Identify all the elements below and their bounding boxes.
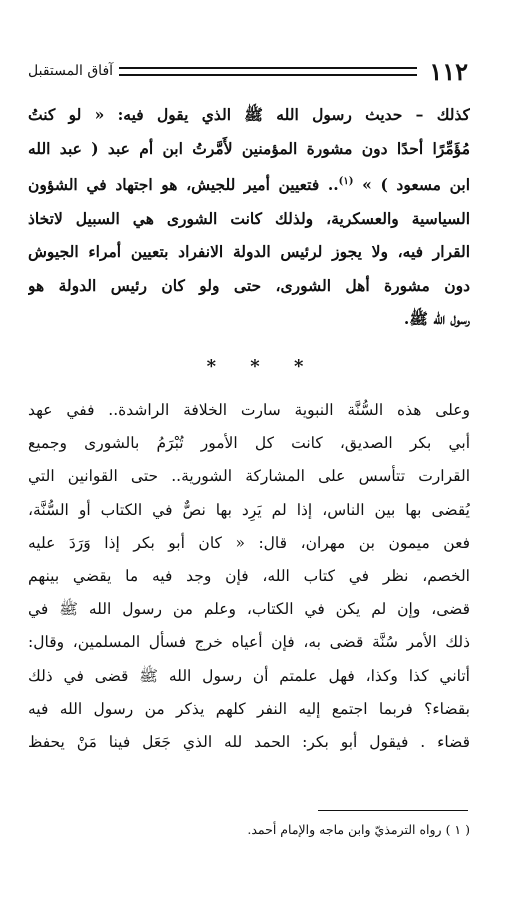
footnote: ( ١ ) رواه الترمذيّ وابن ماجه والإمام أحمد. — [247, 822, 470, 837]
text-line: يُقضى بها بين الناس، إذا لم يَرِد بها نصٌّ في الكتاب أو السُّنَّة، — [28, 500, 470, 519]
text-line: وعلى هذه السُّنَّة النبوية سارت الخلافة الراشدة.. ففي عهد — [28, 401, 470, 419]
text-segment: ابن مسعود ) » — [362, 175, 470, 195]
text-line: قضاء . فيقول أبو بكر: الحمد لله الذي جَعَل فينا مَنْ يحفظ — [28, 733, 470, 752]
page-number: ١١٢ — [429, 56, 468, 86]
text-line: القرارت تتأسس على المشاركة الشورية.. حتى القوانين التي — [28, 467, 470, 486]
text-line: ذلك الأمر سُنَّة قضى به، فإن أعياه خرج فسأل المسلمين، وقال: — [28, 633, 470, 652]
footnote-reference: (١) — [338, 176, 354, 187]
text-line: الخصم، نظر في كتاب الله، فإن وجد فيه ما يقضي بينهم — [28, 567, 470, 586]
bold-paragraph — [28, 98, 470, 336]
text-line-with-footnote — [28, 165, 470, 202]
section-separator: * * * — [206, 356, 318, 377]
text-line: كذلك – حديث رسول الله ﷺ الذي يقول فيه: « لو كنتُ — [28, 105, 470, 124]
header-rule — [119, 67, 417, 76]
running-title: آفاق المستقبل — [28, 63, 114, 79]
text-line: دون مشورة أهل الشورى، حتى ولو كان رئيس الدولة هو — [28, 275, 470, 295]
text-line: مُؤَمِّرًا أحدًا دون مشورة المؤمنين لأَمَّرتُ ابن أم عبد ( عبد الله — [28, 138, 470, 158]
text-line: فعن ميمون بن مهران، قال: « كان أبو بكر إذا وَرَدَ عليه — [28, 533, 470, 552]
footnote-rule — [318, 810, 468, 811]
text-line: أتاني كذا وكذا، فهل علمتم أن رسول الله ﷺ قضى في ذلك — [28, 666, 470, 685]
text-line: رسول الله ﷺ. — [403, 309, 470, 329]
text-line: القرار فيه، ولا يجوز لرئيس الدولة الانفراد بتعيين أمراء الجيوش — [28, 242, 470, 262]
text-line: قضى، وإن لم يكن في الكتاب، وعلم من رسول الله ﷺ في — [28, 600, 470, 619]
regular-paragraph — [28, 394, 470, 759]
page-header — [28, 58, 468, 84]
text-line: السياسية والعسكرية، ولذلك كانت الشورى هي السبيل لاتخاذ — [28, 208, 470, 228]
text-line: أبي بكر الصديق، كانت كل الأمور تُبْرَمُ بالشورى وجميع — [28, 434, 470, 453]
text-segment: .. فتعيين أمير للجيش، هو اجتهاد في الشؤون — [28, 175, 339, 195]
text-line: بقضاء؟ فربما اجتمع إليه النفر كلهم يذكر من رسول الله فيه — [28, 699, 470, 718]
